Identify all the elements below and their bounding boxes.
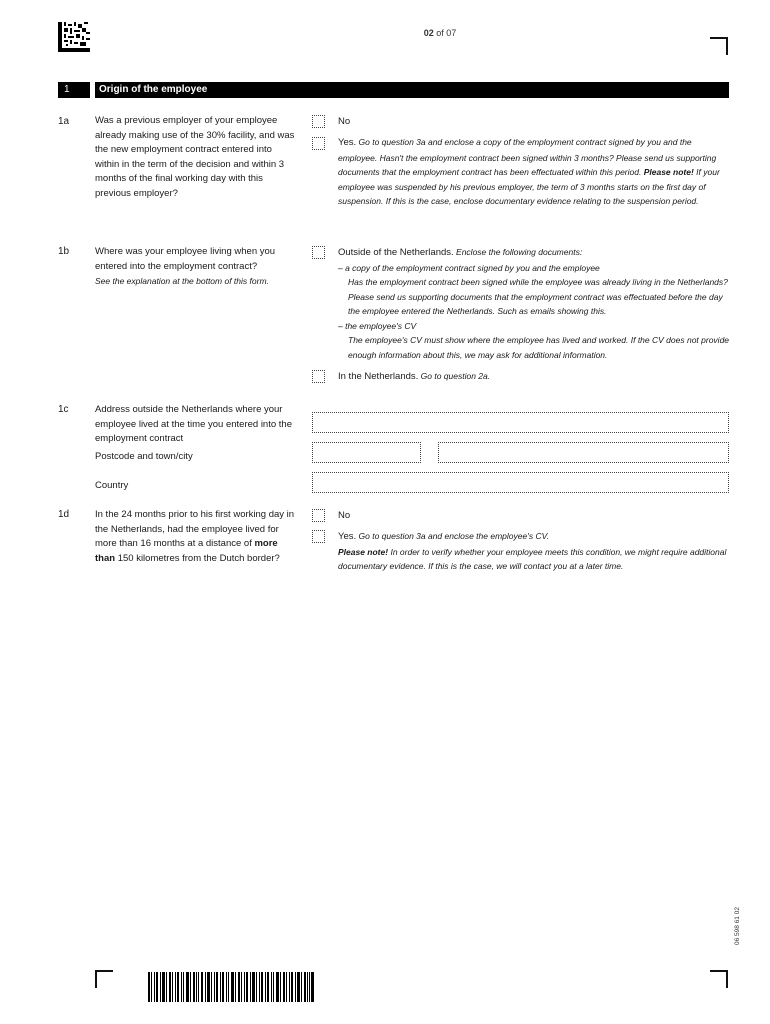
option-1b-in: In the Netherlands. Go to question 2a. (338, 371, 491, 382)
option-1a-yes: Yes. Go to question 3a and enclose a copy of the employment contract signed by you and the employee. Hasn't the employment contract been signed within 3 months? Please send us supporting documents that the employment contract has been effectuated within this period. Please note! If your employee was suspended by his previous employer, the term of 3 months starts on the first day of suspension. If this is the case, enclose documentary evidence relating to the suspension period. (338, 137, 720, 206)
question-text-1d: In the 24 months prior to his first working day in the Netherlands, had the employee lived for more than 16 months at a distance of more than 150 kilometres from the Dutch border? (95, 509, 295, 564)
country-field[interactable] (312, 472, 729, 493)
section-number: 1 (58, 82, 90, 98)
question-number-1c: 1c (58, 404, 69, 415)
checkbox-1b-outside[interactable] (312, 246, 325, 259)
corner-mark-top-right (710, 37, 728, 55)
question-number-1a: 1a (58, 116, 70, 127)
option-1a-no: No (338, 116, 351, 127)
barcode (148, 972, 314, 1002)
checkbox-1a-yes[interactable] (312, 137, 325, 150)
checkbox-1d-no[interactable] (312, 509, 325, 522)
checkbox-1d-yes[interactable] (312, 530, 325, 543)
page-number: 02 of 07 (423, 28, 457, 38)
question-text-1c: Address outside the Netherlands where your employee lived at the time you entered into the employment contract (95, 404, 292, 444)
option-1d-yes: Yes. Go to question 3a and enclose the employee's CV. Please note! In order to verify whether your employee meets this condition, we might require additional documentary evidence. If this is the case, we will contact you at a later time. (338, 531, 727, 571)
section-title: Origin of the employee (95, 82, 729, 98)
question-number-1d: 1d (58, 509, 70, 520)
form-code: 06 598 61 02 (734, 907, 741, 945)
checkbox-1a-no[interactable] (312, 115, 325, 128)
country-label: Country (95, 480, 129, 491)
option-1d-no: No (338, 510, 351, 521)
option-1b-outside: Outside of the Netherlands. Enclose the following documents: – a copy of the employment contract signed by you and the employee Has the employment contract been signed while the employee was already living in the Netherlands? Please send us supporting documents that the employment contract was effectuated before the day the employee entered the Netherlands. Such as emails showing this. – the employee's CV The employee's CV must show where the employee has lived and worked. If the CV does not provide enough information about this, we may ask for additional information. (338, 247, 730, 360)
question-text-1b: Where was your employee living when you entered into the employment contract? See the explanation at the bottom of this form. (95, 246, 276, 286)
postcode-label: Postcode and town/city (95, 451, 193, 462)
question-number-1b: 1b (58, 246, 70, 257)
question-text-1a: Was a previous employer of your employee already making use of the 30% facility, and was the new employment contract entered into within in the term of the decision and within 3 months of the final working day with this previous employer? (95, 115, 295, 199)
address-field[interactable] (312, 412, 729, 433)
town-city-field[interactable] (438, 442, 729, 463)
postcode-field[interactable] (312, 442, 421, 463)
corner-mark-bottom-left (95, 970, 113, 988)
corner-mark-bottom-right (710, 970, 728, 988)
checkbox-1b-in[interactable] (312, 370, 325, 383)
